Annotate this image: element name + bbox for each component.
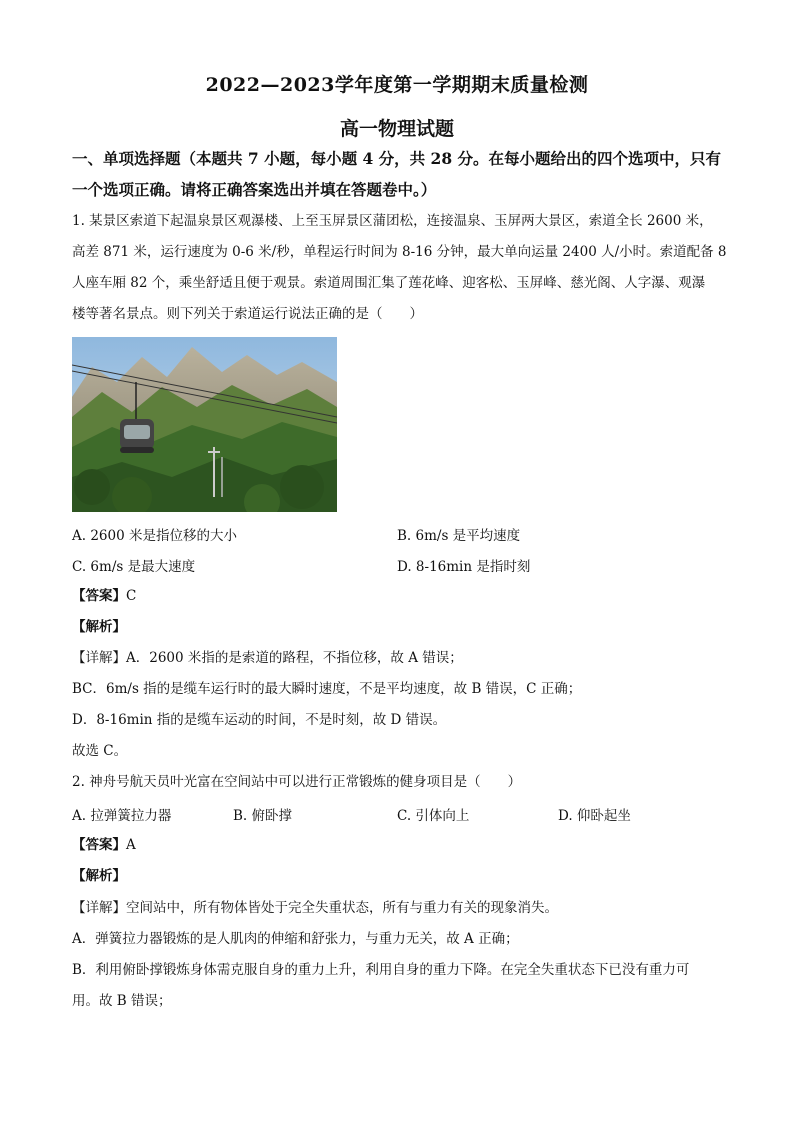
q1-answer-value: C (126, 588, 137, 604)
q1-stem-line3: 人座车厢 82 个，乘坐舒适且便于观景。索道周围汇集了莲花峰、迎客松、玉屏峰、慈光阁、人字瀑、观瀑 (72, 275, 706, 291)
exam-subtitle: 高一物理试题 (339, 118, 454, 140)
section-heading-line2: 一个选项正确。请将正确答案选出并填在答题卷中。） (72, 180, 437, 199)
q1-option-a: A. 2600 米是指位移的大小 (72, 528, 237, 544)
q2-analysis-tag: 【解析】 (72, 868, 126, 884)
q2-detail-tag: 【详解】 (72, 900, 126, 916)
q1-stem-line4: 楼等著名景点。则下列关于索道运行说法正确的是（ ） (72, 306, 423, 322)
q2-option-b: B. 俯卧撑 (233, 808, 293, 824)
q2-answer-tag: 【答案】 (72, 837, 126, 853)
q1-stem-line1: 1. 某景区索道下起温泉景区观瀑楼、上至玉屏景区蒲团松，连接温泉、玉屏两大景区，索道全长 2600 米， (72, 213, 713, 229)
q1-option-d: D. 8-16min 是指时刻 (397, 559, 531, 575)
exam-title: 2022—2023学年度第一学期期末质量检测 (205, 74, 589, 96)
cable-car-photo (72, 337, 337, 512)
q1-detail-line1 (72, 643, 732, 674)
q2-detail-line2: A．弹簧拉力器锻炼的是人肌肉的伸缩和舒张力，与重力无关，故 A 正确； (72, 931, 519, 947)
q1-detail-text-1: A．2600 米指的是索道的路程，不指位移，故 A 错误； (126, 650, 463, 666)
q2-option-d: D. 仰卧起坐 (558, 808, 631, 824)
q1-analysis-tag: 【解析】 (72, 619, 126, 635)
q2-answer (72, 830, 732, 861)
q2-option-c: C. 引体向上 (397, 808, 470, 824)
q1-stem-line2: 高差 871 米，运行速度为 0-6 米/秒，单程运行时间为 8-16 分钟，最大单向运量 2400 人/小时。索道配备 8 (72, 244, 727, 260)
q1-detail-line2: BC．6m/s 指的是缆车运行时的最大瞬时速度，不是平均速度，故 B 错误，C 正确； (72, 681, 582, 697)
q2-detail-line1 (72, 893, 732, 924)
q2-option-a: A. 拉弹簧拉力器 (72, 808, 172, 824)
section-heading-line1: 一、单项选择题（本题共 7 小题，每小题 4 分，共 28 分。在每小题给出的四个选项中，只有 (72, 149, 722, 168)
q1-analysis (72, 612, 732, 643)
q2-detail-line4: 用。故 B 错误； (72, 993, 172, 1009)
q1-detail-line3: D．8-16min 指的是缆车运动的时间，不是时刻，故 D 错误。 (72, 712, 447, 728)
q1-detail-tag: 【详解】 (72, 650, 126, 666)
q2-detail-first: 空间站中，所有物体皆处于完全失重状态，所有与重力有关的现象消失。 (126, 900, 558, 916)
q1-answer (72, 581, 732, 612)
q1-conclusion: 故选 C。 (72, 743, 128, 759)
q2-analysis (72, 861, 732, 892)
q2-detail-line3: B．利用俯卧撑锻炼身体需克服自身的重力上升，利用自身的重力下降。在完全失重状态下已没有重力可 (72, 962, 690, 978)
q2-stem: 2. 神舟号航天员叶光富在空间站中可以进行正常锻炼的健身项目是（ ） (72, 774, 522, 790)
q1-option-c: C. 6m/s 是最大速度 (72, 559, 196, 575)
q1-option-b: B. 6m/s 是平均速度 (397, 528, 521, 544)
q2-answer-value: A (126, 837, 136, 853)
q1-answer-tag: 【答案】 (72, 588, 126, 604)
